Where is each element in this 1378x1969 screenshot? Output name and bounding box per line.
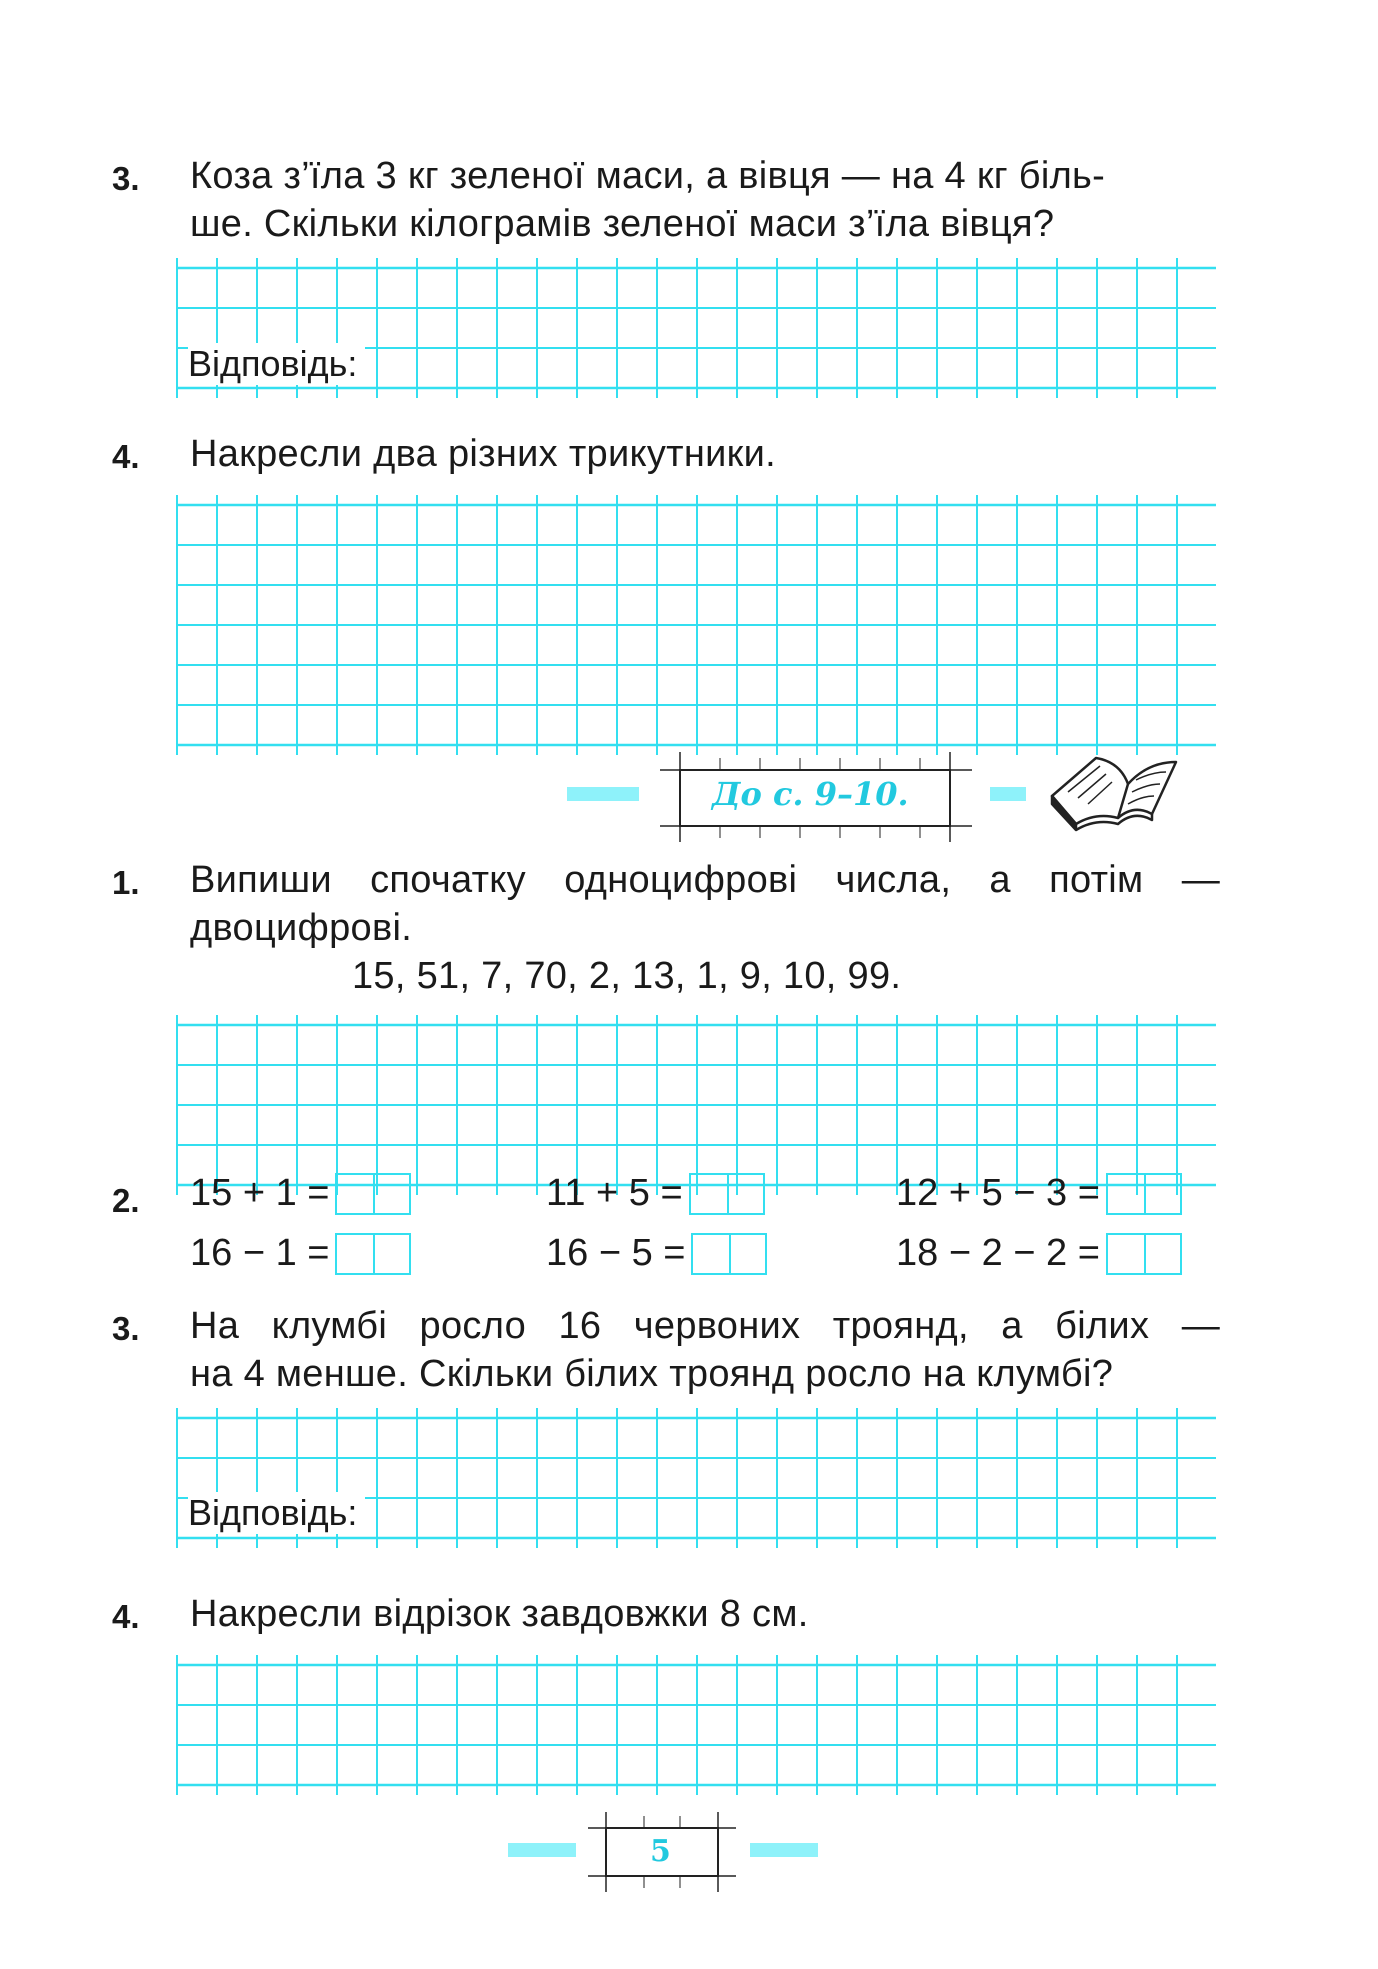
decor-bar (750, 1843, 818, 1857)
number-list: 15, 51, 7, 70, 2, 13, 1, 9, 10, 99. (352, 955, 902, 997)
equation: 16 − 1 = (190, 1232, 411, 1275)
task-number: 4. (112, 1598, 140, 1635)
answer-box[interactable] (1106, 1233, 1182, 1275)
task-number: 4. (112, 438, 140, 475)
task-text: Накресли відрізок завдовжки 8 см. (190, 1593, 809, 1635)
drawing-grid[interactable] (176, 495, 1216, 755)
task-text (190, 856, 1220, 952)
task-text-line: На клумбі росло 16 червоних троянд, а білих — (190, 1305, 1220, 1347)
drawing-grid[interactable] (176, 1655, 1216, 1795)
answer-label: Відповідь: (188, 1492, 365, 1534)
equation: 15 + 1 = (190, 1172, 411, 1215)
decor-bar (567, 787, 639, 801)
task-number: 3. (112, 1310, 140, 1347)
answer-grid[interactable] (176, 1015, 1216, 1195)
decor-bar (990, 787, 1026, 801)
task-text (190, 152, 1210, 248)
answer-box[interactable] (689, 1173, 765, 1215)
task-text-line: на 4 менше. Скільки білих троянд росло на клумбі? (190, 1353, 1114, 1395)
answer-box[interactable] (335, 1173, 411, 1215)
page-number: 5 (650, 1834, 671, 1869)
task-number: 3. (112, 160, 140, 197)
task-text: Накресли два різних трикутники. (190, 433, 776, 475)
task-text-line: Випиши спочатку одноцифрові числа, а потім — (190, 859, 1220, 901)
answer-box[interactable] (691, 1233, 767, 1275)
answer-label: Відповідь: (188, 343, 365, 385)
equation: 18 − 2 − 2 = (896, 1232, 1182, 1275)
answer-box[interactable] (1106, 1173, 1182, 1215)
task-text-line: двоцифрові. (190, 907, 413, 949)
equation: 16 − 5 = (546, 1232, 767, 1275)
open-book-icon (1048, 748, 1188, 832)
task-text (190, 1302, 1220, 1398)
answer-box[interactable] (335, 1233, 411, 1275)
task-number: 1. (112, 864, 140, 901)
task-number: 2. (112, 1182, 140, 1219)
decor-bar (508, 1843, 576, 1857)
task-text-line: ше. Скільки кілограмів зеленої маси з’їла вівця? (190, 203, 1055, 245)
equation: 11 + 5 = (546, 1172, 765, 1215)
section-label: До с. 9–10. (712, 775, 909, 813)
equation: 12 + 5 − 3 = (896, 1172, 1182, 1215)
task-text-line: Коза з’їла 3 кг зеленої маси, а вівця — на 4 кг біль- (190, 155, 1106, 197)
